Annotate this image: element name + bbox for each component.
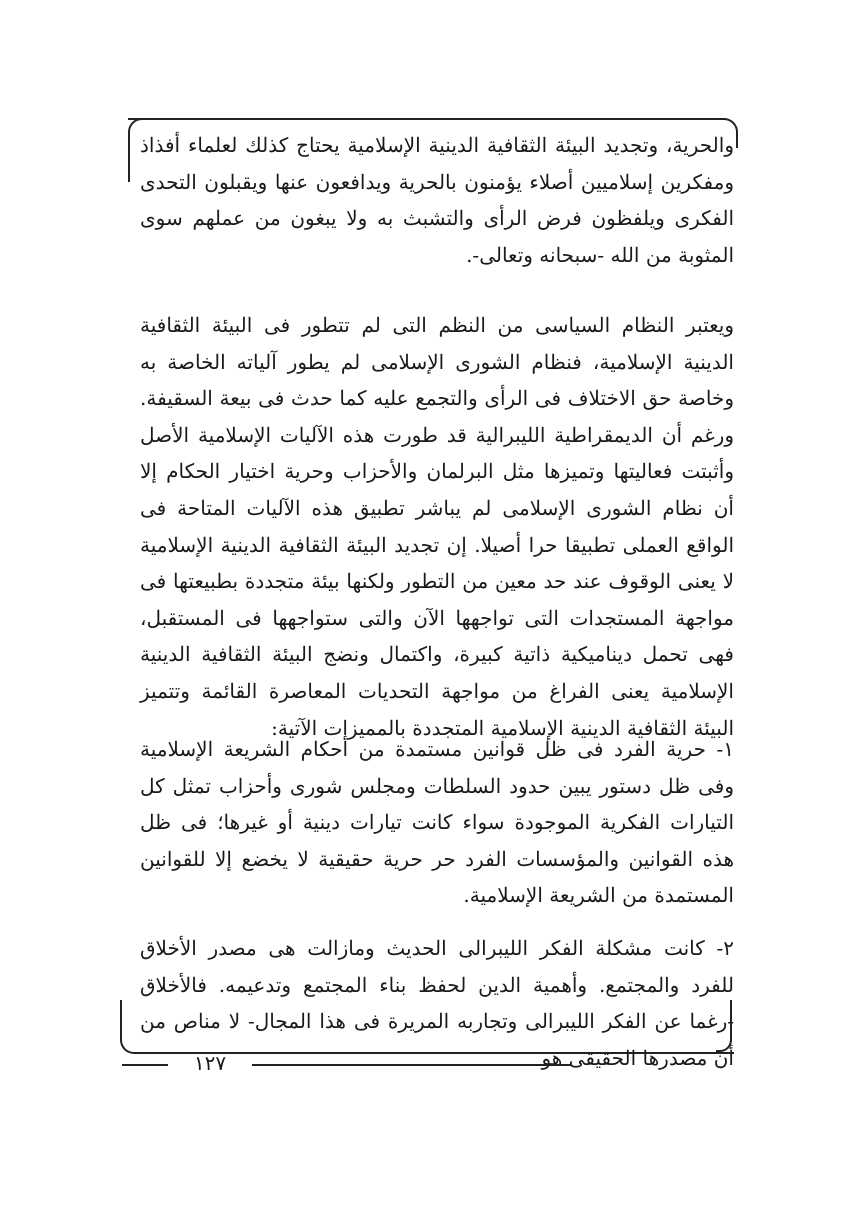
page-number: ١٢٧ (193, 1051, 227, 1075)
footer-rule-left (122, 1064, 168, 1066)
paragraph-2: ويعتبر النظام السياسى من النظم التى لم تتطور فى البيئة الثقافية الدينية الإسلامية، فنظام الشورى الإسلامى لم يطور آلياته الخاصة به وخاصة حق الاختلاف فى الرأى والتجمع عليه كما حدث فى بيعة السقيفة. ورغم أن الديمقراطية الليبرالية قد طورت هذه الآليات الإسلامية الأصل وأثبتت فعاليتها وتميزها مثل البرلمان والأحزاب وحرية اختيار الحكام إلا أن نظام الشورى الإسلامى لم يباشر تطبيق هذه الآليات المتاحة فى الواقع العملى تطبيقا حرا أصيلا. إن تجديد البيئة الثقافية الدينية الإسلامية لا يعنى الوقوف عند حد معين من التطور ولكنها بيئة متجددة بطبيعتها فى مواجهة المستجدات التى تواجهها الآن والتى ستواجهها فى المستقبل، فهى تحمل ديناميكية ذاتية كبيرة، واكتمال ونضج البيئة الثقافية الدينية الإسلامية يعنى الفراغ من مواجهة التحديات المعاصرة القائمة وتتميز البيئة الثقافية الدينية الإسلامية المتجددة بالمميزات الآتية: (140, 313, 734, 740)
paragraph-4: ٢- كانت مشكلة الفكر الليبرالى الحديث ومازالت هى مصدر الأخلاق للفرد والمجتمع. وأهمية الدين لحفظ بناء المجتمع وتدعيمه. فالأخلاق -رغما عن الفكر الليبرالى وتجاربه المريرة فى هذا المجال- لا مناص من أن مصدرها الحقيقى هو (140, 936, 734, 1070)
paragraph-3: ١- حرية الفرد فى ظل قوانين مستمدة من أحكام الشريعة الإسلامية وفى ظل دستور يبين حدود السلطات ومجلس شورى وأحزاب تمثل كل التيارات الفكرية الموجودة سواء كانت تيارات دينية أو غيرها؛ فى ظل هذه القوانين والمؤسسات الفرد حر حرية حقيقية لا يخضع إلا للقوانين المستمدة من الشريعة الإسلامية. (140, 737, 734, 908)
page-footer (0, 1052, 858, 1074)
frame-bottom-border (120, 1000, 734, 1054)
text-block-3 (140, 731, 734, 914)
footer-rule-right (252, 1064, 572, 1066)
frame-bottom-right-corner (716, 1000, 732, 1052)
text-block-1 (140, 127, 734, 273)
text-block-2 (140, 307, 734, 746)
paragraph-1: والحرية، وتجديد البيئة الثقافية الدينية الإسلامية يحتاج كذلك لعلماء أفذاذ ومفكرين إسلاميين أصلاء يؤمنون بالحرية ويدافعون عنها ويقبلون التحدى الفكرى ويلفظون فرض الرأى والتشبث به ولا يبغون من عملهم سوى المثوبة من الله -سبحانه وتعالى-. (140, 133, 734, 267)
